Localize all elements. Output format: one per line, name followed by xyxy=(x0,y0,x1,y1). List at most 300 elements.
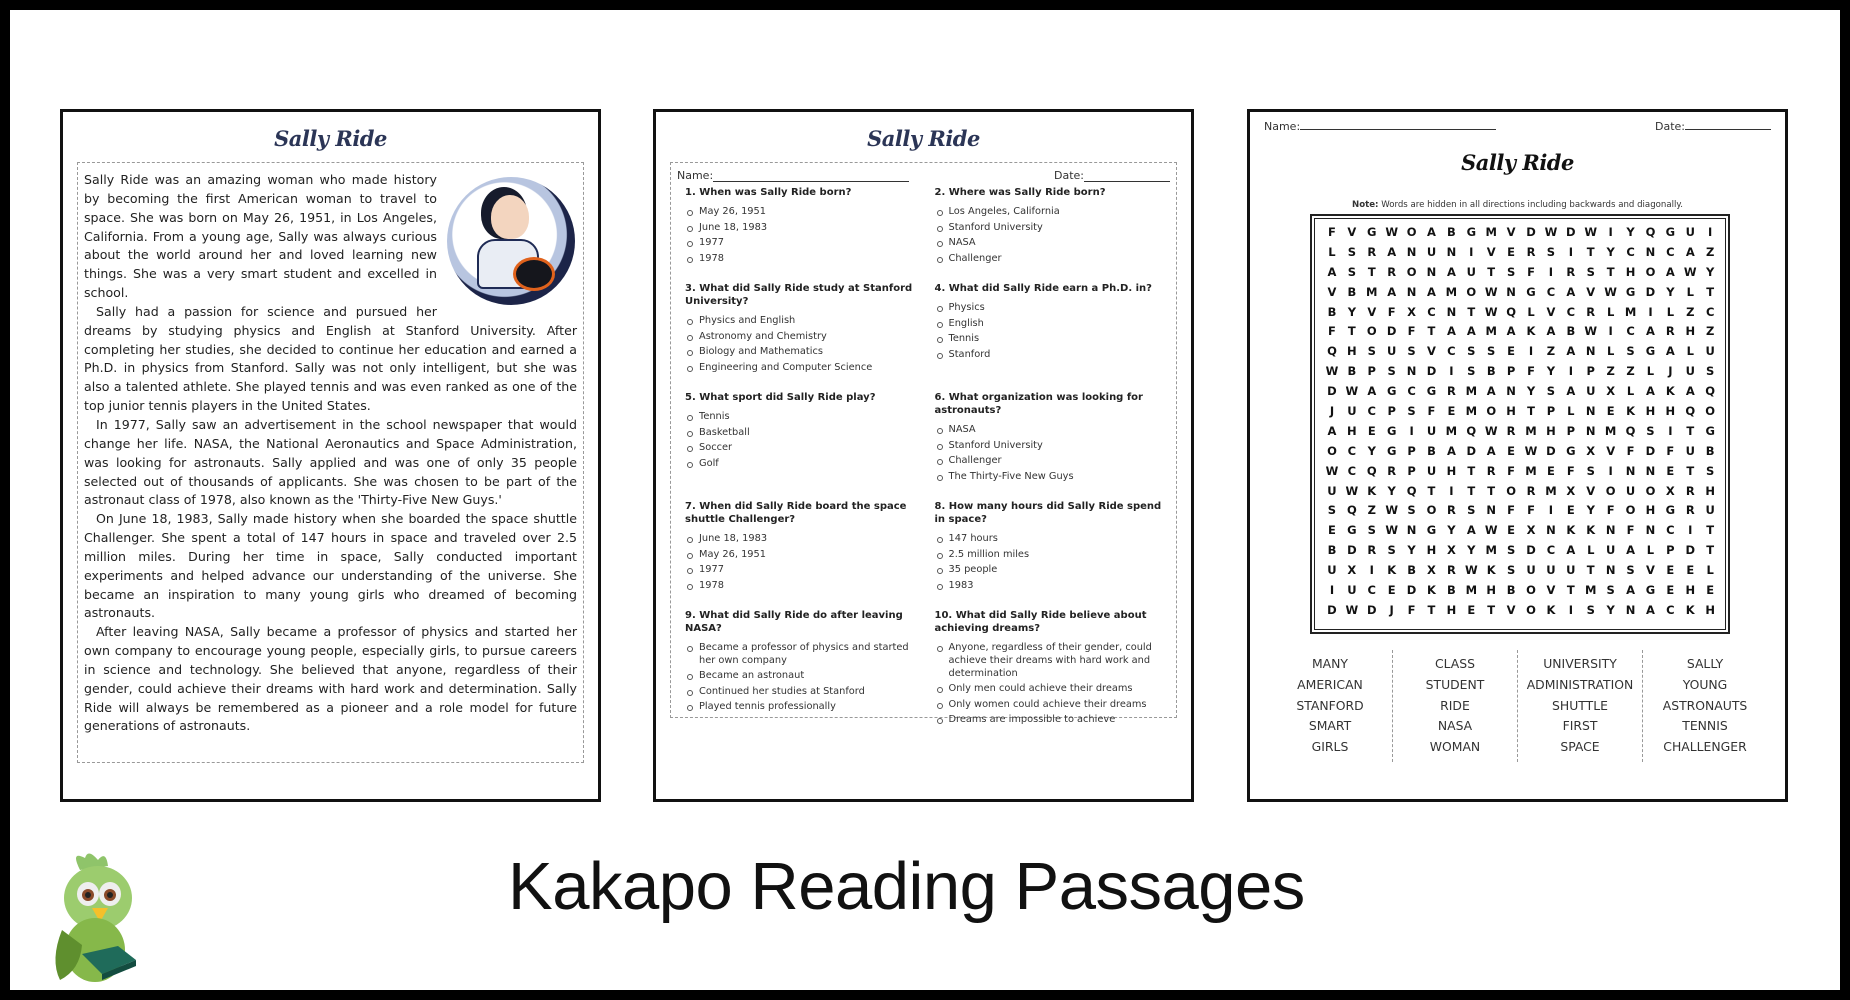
grid-letter[interactable]: D xyxy=(1347,543,1357,558)
grid-letter[interactable]: H xyxy=(1506,404,1516,419)
grid-letter[interactable]: C xyxy=(1546,284,1556,299)
grid-letter[interactable]: D xyxy=(1327,384,1337,399)
grid-letter[interactable]: S xyxy=(1506,264,1516,279)
grid-letter[interactable]: F xyxy=(1527,503,1535,518)
grid-letter[interactable]: N xyxy=(1605,563,1616,578)
grid-letter[interactable]: G xyxy=(1665,225,1676,239)
grid-letter[interactable]: T xyxy=(1606,264,1615,279)
grid-letter[interactable]: H xyxy=(1625,264,1636,279)
grid-letter[interactable]: H xyxy=(1486,583,1497,598)
answer-option[interactable]: Physics and English xyxy=(685,315,921,328)
grid-letter[interactable]: T xyxy=(1586,563,1595,578)
grid-letter[interactable]: M xyxy=(1624,304,1637,319)
answer-option[interactable]: Tennis xyxy=(935,333,1171,346)
grid-letter[interactable]: F xyxy=(1626,523,1635,538)
grid-letter[interactable]: O xyxy=(1605,483,1616,498)
grid-letter[interactable]: A xyxy=(1446,443,1456,458)
grid-letter[interactable]: G xyxy=(1665,503,1676,518)
grid-letter[interactable]: T xyxy=(1686,463,1695,478)
grid-letter[interactable]: L xyxy=(1706,563,1714,578)
grid-letter[interactable]: N xyxy=(1625,602,1636,617)
grid-letter[interactable]: W xyxy=(1524,443,1538,458)
grid-letter[interactable]: U xyxy=(1705,503,1715,518)
grid-letter[interactable]: Q xyxy=(1466,423,1477,438)
grid-letter[interactable]: M xyxy=(1445,423,1458,438)
grid-letter[interactable]: U xyxy=(1685,225,1695,239)
answer-option[interactable]: June 18, 1983 xyxy=(685,222,921,235)
grid-letter[interactable]: X xyxy=(1606,384,1616,399)
grid-letter[interactable]: E xyxy=(1666,583,1675,598)
grid-letter[interactable]: A xyxy=(1566,344,1576,359)
grid-letter[interactable]: G xyxy=(1526,284,1536,299)
grid-letter[interactable]: E xyxy=(1467,602,1476,617)
grid-letter[interactable]: S xyxy=(1586,264,1595,279)
grid-letter[interactable]: G xyxy=(1466,225,1477,239)
grid-letter[interactable]: O xyxy=(1526,602,1536,617)
grid-letter[interactable]: U xyxy=(1387,344,1397,359)
grid-letter[interactable]: K xyxy=(1626,404,1635,419)
grid-letter[interactable]: G xyxy=(1386,443,1397,458)
grid-letter[interactable]: M xyxy=(1465,404,1478,419)
grid-letter[interactable]: O xyxy=(1526,583,1536,598)
grid-letter[interactable]: U xyxy=(1685,364,1695,379)
grid-letter[interactable]: L xyxy=(1606,344,1615,359)
grid-letter[interactable]: K xyxy=(1486,563,1496,578)
grid-letter[interactable]: E xyxy=(1666,563,1675,578)
grid-letter[interactable]: N xyxy=(1585,344,1596,359)
grid-letter[interactable]: W xyxy=(1345,602,1359,617)
grid-letter[interactable]: U xyxy=(1625,483,1636,498)
grid-letter[interactable]: S xyxy=(1546,384,1556,399)
grid-letter[interactable]: I xyxy=(1369,563,1374,578)
grid-letter[interactable]: R xyxy=(1367,543,1377,558)
grid-letter[interactable]: S xyxy=(1506,563,1516,578)
grid-letter[interactable]: Y xyxy=(1666,284,1675,299)
answer-option[interactable]: May 26, 1951 xyxy=(685,549,921,562)
grid-letter[interactable]: V xyxy=(1347,225,1357,239)
grid-letter[interactable]: V xyxy=(1327,284,1337,299)
grid-letter[interactable]: S xyxy=(1546,244,1556,259)
answer-option[interactable]: Basketball xyxy=(685,427,921,440)
grid-letter[interactable]: H xyxy=(1347,344,1357,359)
grid-letter[interactable]: B xyxy=(1407,563,1416,578)
grid-letter[interactable]: S xyxy=(1347,264,1356,279)
grid-letter[interactable]: Q xyxy=(1327,344,1337,359)
grid-letter[interactable]: K xyxy=(1566,523,1576,538)
grid-letter[interactable]: G xyxy=(1566,443,1576,458)
grid-letter[interactable]: A xyxy=(1446,324,1456,339)
grid-letter[interactable]: Q xyxy=(1625,423,1636,438)
grid-letter[interactable]: U xyxy=(1685,443,1695,458)
grid-letter[interactable]: B xyxy=(1447,225,1456,239)
grid-letter[interactable]: V xyxy=(1506,225,1516,239)
grid-letter[interactable]: V xyxy=(1586,483,1596,498)
grid-letter[interactable]: G xyxy=(1625,284,1636,299)
grid-letter[interactable]: G xyxy=(1645,344,1656,359)
grid-letter[interactable]: I xyxy=(1528,344,1534,359)
grid-letter[interactable]: I xyxy=(1668,423,1673,438)
grid-letter[interactable]: N xyxy=(1645,463,1656,478)
grid-letter[interactable]: H xyxy=(1446,602,1457,617)
grid-letter[interactable]: C xyxy=(1367,404,1376,419)
grid-letter[interactable]: T xyxy=(1467,483,1476,498)
answer-option[interactable]: Tennis xyxy=(685,411,921,424)
answer-option[interactable]: Stanford xyxy=(935,349,1171,362)
grid-letter[interactable]: W xyxy=(1385,523,1399,538)
grid-letter[interactable]: N xyxy=(1446,304,1457,319)
grid-letter[interactable]: M xyxy=(1465,583,1478,598)
grid-letter[interactable]: X xyxy=(1566,483,1576,498)
grid-letter[interactable]: U xyxy=(1605,543,1616,558)
grid-letter[interactable]: S xyxy=(1706,463,1715,478)
grid-letter[interactable]: Z xyxy=(1706,324,1715,339)
grid-letter[interactable]: X xyxy=(1407,304,1417,319)
grid-letter[interactable]: C xyxy=(1427,304,1436,319)
grid-letter[interactable]: Y xyxy=(1387,483,1396,498)
grid-letter[interactable]: N xyxy=(1406,364,1417,379)
grid-letter[interactable]: H xyxy=(1347,423,1357,438)
grid-letter[interactable]: Q xyxy=(1366,463,1377,478)
grid-letter[interactable]: T xyxy=(1487,264,1496,279)
grid-letter[interactable]: G xyxy=(1645,583,1656,598)
grid-letter[interactable]: I xyxy=(1449,364,1454,379)
answer-option[interactable]: Stanford University xyxy=(935,222,1171,235)
grid-letter[interactable]: R xyxy=(1685,503,1695,518)
grid-letter[interactable]: F xyxy=(1507,503,1516,518)
grid-letter[interactable]: I xyxy=(1648,304,1653,319)
grid-letter[interactable]: B xyxy=(1327,304,1337,319)
grid-letter[interactable]: O xyxy=(1625,503,1636,518)
grid-letter[interactable]: U xyxy=(1526,563,1536,578)
grid-letter[interactable]: C xyxy=(1666,244,1675,259)
grid-letter[interactable]: T xyxy=(1566,583,1575,598)
grid-letter[interactable]: O xyxy=(1466,284,1477,299)
grid-letter[interactable]: R xyxy=(1526,483,1536,498)
grid-letter[interactable]: I xyxy=(1329,583,1335,598)
grid-letter[interactable]: E xyxy=(1706,583,1715,598)
grid-letter[interactable]: Z xyxy=(1546,344,1556,359)
grid-letter[interactable]: G xyxy=(1426,384,1437,399)
grid-letter[interactable]: U xyxy=(1426,423,1437,438)
grid-letter[interactable]: D xyxy=(1406,583,1417,598)
grid-letter[interactable]: D xyxy=(1426,364,1437,379)
grid-letter[interactable]: T xyxy=(1487,483,1496,498)
grid-letter[interactable]: B xyxy=(1486,364,1496,379)
grid-letter[interactable]: F xyxy=(1527,264,1535,279)
answer-option[interactable]: Played tennis professionally xyxy=(685,701,921,714)
grid-letter[interactable]: U xyxy=(1347,404,1357,419)
grid-letter[interactable]: X xyxy=(1427,563,1436,578)
grid-letter[interactable]: A xyxy=(1327,264,1337,279)
grid-letter[interactable]: B xyxy=(1566,324,1576,339)
grid-letter[interactable]: L xyxy=(1626,384,1635,399)
grid-letter[interactable]: I xyxy=(1568,364,1573,379)
grid-letter[interactable]: C xyxy=(1626,324,1635,339)
answer-option[interactable]: 35 people xyxy=(935,564,1171,577)
grid-letter[interactable]: H xyxy=(1446,463,1457,478)
grid-letter[interactable]: M xyxy=(1485,225,1497,239)
grid-letter[interactable]: C xyxy=(1447,344,1456,359)
grid-letter[interactable]: I xyxy=(1708,225,1713,239)
grid-letter[interactable]: E xyxy=(1507,344,1516,359)
grid-letter[interactable]: F xyxy=(1328,324,1336,339)
grid-letter[interactable]: I xyxy=(1568,244,1573,259)
grid-letter[interactable]: T xyxy=(1427,324,1436,339)
answer-option[interactable]: Challenger xyxy=(935,253,1171,266)
grid-letter[interactable]: G xyxy=(1367,225,1377,239)
grid-letter[interactable]: D xyxy=(1466,443,1477,458)
grid-letter[interactable]: S xyxy=(1467,503,1476,518)
grid-letter[interactable]: V xyxy=(1546,583,1556,598)
answer-option[interactable]: 1983 xyxy=(935,580,1171,593)
grid-letter[interactable]: A xyxy=(1486,384,1496,399)
grid-letter[interactable]: G xyxy=(1386,423,1397,438)
answer-option[interactable]: NASA xyxy=(935,237,1171,250)
grid-letter[interactable]: E xyxy=(1447,404,1456,419)
grid-letter[interactable]: H xyxy=(1645,503,1656,518)
grid-letter[interactable]: R xyxy=(1685,483,1695,498)
grid-letter[interactable]: E xyxy=(1367,423,1376,438)
grid-letter[interactable]: L xyxy=(1527,304,1535,319)
grid-letter[interactable]: N xyxy=(1426,264,1437,279)
answer-option[interactable]: Golf xyxy=(685,458,921,471)
grid-letter[interactable]: K xyxy=(1526,324,1536,339)
grid-letter[interactable]: W xyxy=(1385,225,1399,239)
grid-letter[interactable]: Q xyxy=(1645,225,1656,239)
grid-letter[interactable]: A xyxy=(1665,344,1675,359)
grid-letter[interactable]: X xyxy=(1526,523,1536,538)
grid-letter[interactable]: P xyxy=(1387,404,1396,419)
grid-letter[interactable]: F xyxy=(1427,404,1436,419)
grid-letter[interactable]: X xyxy=(1665,483,1675,498)
grid-letter[interactable]: H xyxy=(1705,602,1715,617)
grid-letter[interactable]: E xyxy=(1606,404,1615,419)
grid-letter[interactable]: V xyxy=(1486,244,1496,259)
grid-letter[interactable]: A xyxy=(1685,244,1695,259)
grid-letter[interactable]: A xyxy=(1546,324,1556,339)
grid-letter[interactable]: O xyxy=(1705,404,1716,419)
grid-letter[interactable]: P xyxy=(1407,443,1416,458)
grid-letter[interactable]: V xyxy=(1546,304,1556,319)
grid-letter[interactable]: J xyxy=(1389,602,1394,617)
grid-letter[interactable]: D xyxy=(1566,225,1576,239)
answer-option[interactable]: Stanford University xyxy=(935,440,1171,453)
grid-letter[interactable]: I xyxy=(1568,602,1573,617)
grid-letter[interactable]: N xyxy=(1585,423,1596,438)
answer-option[interactable]: Continued her studies at Stanford xyxy=(685,686,921,699)
grid-letter[interactable]: V xyxy=(1606,443,1616,458)
grid-letter[interactable]: Y xyxy=(1407,543,1416,558)
grid-letter[interactable]: I xyxy=(1608,225,1613,239)
grid-letter[interactable]: Z xyxy=(1606,364,1615,379)
grid-letter[interactable]: O xyxy=(1645,483,1656,498)
answer-option[interactable]: English xyxy=(935,318,1171,331)
grid-letter[interactable]: T xyxy=(1347,324,1356,339)
grid-letter[interactable]: S xyxy=(1467,364,1476,379)
grid-letter[interactable]: S xyxy=(1367,523,1376,538)
grid-letter[interactable]: V xyxy=(1646,563,1655,578)
grid-letter[interactable]: I xyxy=(1688,523,1693,538)
grid-letter[interactable]: E xyxy=(1507,523,1516,538)
answer-option[interactable]: Became an astronaut xyxy=(685,670,921,683)
grid-letter[interactable]: M xyxy=(1485,543,1497,558)
grid-letter[interactable]: K xyxy=(1367,483,1377,498)
grid-letter[interactable]: A xyxy=(1387,244,1397,259)
grid-letter[interactable]: H xyxy=(1665,404,1676,419)
grid-letter[interactable]: G xyxy=(1705,423,1715,438)
grid-letter[interactable]: A xyxy=(1367,384,1377,399)
grid-letter[interactable]: R xyxy=(1586,304,1596,319)
grid-letter[interactable]: W xyxy=(1325,463,1339,478)
grid-letter[interactable]: G xyxy=(1347,523,1357,538)
answer-option[interactable]: Astronomy and Chemistry xyxy=(685,331,921,344)
grid-letter[interactable]: T xyxy=(1686,423,1695,438)
grid-letter[interactable]: T xyxy=(1467,463,1476,478)
grid-letter[interactable]: F xyxy=(1328,225,1336,239)
grid-letter[interactable]: Q xyxy=(1705,384,1716,399)
grid-letter[interactable]: V xyxy=(1506,602,1516,617)
grid-letter[interactable]: W xyxy=(1544,225,1558,239)
answer-option[interactable]: 2.5 million miles xyxy=(935,549,1171,562)
grid-letter[interactable]: L xyxy=(1328,244,1336,259)
grid-letter[interactable]: U xyxy=(1546,563,1556,578)
grid-letter[interactable]: O xyxy=(1645,264,1656,279)
grid-letter[interactable]: C xyxy=(1347,443,1357,458)
grid-letter[interactable]: T xyxy=(1706,543,1715,558)
grid-letter[interactable]: Y xyxy=(1626,225,1635,239)
grid-letter[interactable]: A xyxy=(1646,324,1655,339)
grid-letter[interactable]: S xyxy=(1626,344,1635,359)
grid-letter[interactable]: B xyxy=(1447,583,1456,598)
answer-option[interactable]: May 26, 1951 xyxy=(685,206,921,219)
grid-letter[interactable]: A xyxy=(1387,284,1397,299)
grid-letter[interactable]: O xyxy=(1366,324,1377,339)
grid-letter[interactable]: C xyxy=(1367,583,1376,598)
grid-letter[interactable]: A xyxy=(1566,384,1576,399)
grid-letter[interactable]: A xyxy=(1327,423,1337,438)
answer-option[interactable]: Anyone, regardless of their gender, could achieve their dreams with hard work and determination xyxy=(935,642,1171,681)
grid-letter[interactable]: K xyxy=(1387,563,1397,578)
grid-letter[interactable]: E xyxy=(1566,503,1575,518)
grid-letter[interactable]: N xyxy=(1506,284,1516,299)
grid-letter[interactable]: N xyxy=(1406,244,1417,259)
grid-letter[interactable]: S xyxy=(1387,364,1396,379)
grid-letter[interactable]: R xyxy=(1446,563,1456,578)
grid-letter[interactable]: Y xyxy=(1447,523,1456,538)
grid-letter[interactable]: F xyxy=(1606,503,1615,518)
grid-letter[interactable]: X xyxy=(1347,563,1357,578)
grid-letter[interactable]: N xyxy=(1486,503,1497,518)
grid-letter[interactable]: A xyxy=(1506,324,1516,339)
grid-letter[interactable]: R xyxy=(1367,244,1377,259)
grid-letter[interactable]: P xyxy=(1407,463,1416,478)
grid-letter[interactable]: S xyxy=(1586,602,1595,617)
grid-letter[interactable]: M xyxy=(1525,463,1537,478)
grid-letter[interactable]: P xyxy=(1546,404,1556,419)
grid-letter[interactable]: O xyxy=(1327,443,1337,458)
grid-letter[interactable]: C xyxy=(1347,463,1357,478)
grid-letter[interactable]: B xyxy=(1705,443,1715,458)
grid-letter[interactable]: C xyxy=(1666,602,1675,617)
grid-letter[interactable]: U xyxy=(1586,384,1596,399)
grid-letter[interactable]: S xyxy=(1367,344,1376,359)
grid-letter[interactable]: Y xyxy=(1347,304,1357,319)
grid-letter[interactable]: I xyxy=(1469,244,1474,259)
grid-letter[interactable]: S xyxy=(1487,344,1496,359)
grid-letter[interactable]: N xyxy=(1645,244,1656,259)
grid-letter[interactable]: M xyxy=(1485,324,1497,339)
grid-letter[interactable]: N xyxy=(1546,523,1556,538)
answer-option[interactable]: Engineering and Computer Science xyxy=(685,362,921,375)
grid-letter[interactable]: H xyxy=(1546,423,1556,438)
grid-letter[interactable]: F xyxy=(1626,443,1635,458)
answer-option[interactable]: Challenger xyxy=(935,455,1171,468)
grid-letter[interactable]: V xyxy=(1427,344,1436,359)
grid-letter[interactable]: O xyxy=(1486,404,1497,419)
grid-letter[interactable]: W xyxy=(1484,523,1498,538)
grid-letter[interactable]: N xyxy=(1446,244,1457,259)
grid-letter[interactable]: E xyxy=(1546,463,1555,478)
grid-letter[interactable]: L xyxy=(1606,304,1615,319)
grid-letter[interactable]: H xyxy=(1645,404,1656,419)
grid-letter[interactable]: E xyxy=(1686,563,1695,578)
grid-letter[interactable]: Y xyxy=(1706,264,1715,279)
grid-letter[interactable]: N xyxy=(1625,463,1636,478)
grid-letter[interactable]: H xyxy=(1685,583,1696,598)
grid-letter[interactable]: M xyxy=(1366,284,1378,299)
grid-letter[interactable]: I xyxy=(1449,483,1454,498)
grid-letter[interactable]: W xyxy=(1464,563,1478,578)
grid-letter[interactable]: G xyxy=(1386,384,1397,399)
answer-option[interactable]: Became a professor of physics and started her own company xyxy=(685,642,921,668)
grid-letter[interactable]: A xyxy=(1466,324,1476,339)
grid-letter[interactable]: K xyxy=(1586,523,1596,538)
answer-option[interactable]: The Thirty-Five New Guys xyxy=(935,471,1171,484)
grid-letter[interactable]: Z xyxy=(1626,364,1635,379)
grid-letter[interactable]: S xyxy=(1347,244,1356,259)
answer-option[interactable]: Only women could achieve their dreams xyxy=(935,699,1171,712)
answer-option[interactable]: 1977 xyxy=(685,237,921,250)
grid-letter[interactable]: Q xyxy=(1506,304,1516,319)
grid-letter[interactable]: R xyxy=(1665,324,1675,339)
grid-letter[interactable]: L xyxy=(1587,543,1595,558)
grid-letter[interactable]: I xyxy=(1548,264,1554,279)
grid-letter[interactable]: S xyxy=(1586,463,1595,478)
grid-letter[interactable]: D xyxy=(1366,602,1377,617)
grid-letter[interactable]: O xyxy=(1406,225,1417,239)
grid-letter[interactable]: F xyxy=(1507,463,1516,478)
grid-letter[interactable]: Y xyxy=(1367,443,1376,458)
grid-letter[interactable]: N xyxy=(1585,404,1596,419)
grid-letter[interactable]: T xyxy=(1427,483,1436,498)
grid-letter[interactable]: A xyxy=(1427,225,1436,239)
grid-letter[interactable]: C xyxy=(1666,523,1675,538)
grid-letter[interactable]: U xyxy=(1466,264,1476,279)
grid-letter[interactable]: R xyxy=(1486,463,1496,478)
grid-letter[interactable]: R xyxy=(1566,264,1576,279)
grid-letter[interactable]: P xyxy=(1566,423,1576,438)
grid-letter[interactable]: W xyxy=(1345,483,1359,498)
grid-letter[interactable]: M xyxy=(1604,423,1617,438)
grid-letter[interactable]: E xyxy=(1328,523,1336,538)
answer-option[interactable]: Los Angeles, California xyxy=(935,206,1171,219)
grid-letter[interactable]: R xyxy=(1387,463,1397,478)
grid-letter[interactable]: Y xyxy=(1606,602,1615,617)
grid-letter[interactable]: P xyxy=(1506,364,1516,379)
grid-letter[interactable]: W xyxy=(1683,264,1697,279)
grid-letter[interactable]: W xyxy=(1345,384,1359,399)
grid-letter[interactable]: A xyxy=(1466,523,1476,538)
